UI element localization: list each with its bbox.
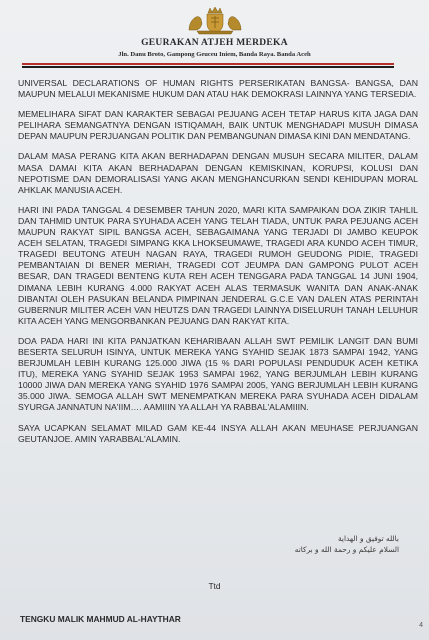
letter-body bbox=[18, 78, 418, 454]
header-rule-red bbox=[22, 63, 394, 65]
letterhead bbox=[0, 0, 429, 84]
signer-name: TENGKU MALIK MAHMUD AL-HAYTHAR bbox=[20, 614, 181, 624]
paragraph: SAYA UCAPKAN SELAMAT MILAD GAM KE-44 INSYA ALLAH AKAN MEUHASE PERJUANGAN GEUTANJOE. AMIN YARABBAL'ALAMIN. bbox=[18, 422, 418, 444]
arabic-closing bbox=[219, 533, 399, 555]
paragraph: UNIVERSAL DECLARATIONS OF HUMAN RIGHTS PERSERIKATAN BANGSA- BANGSA, DAN MAUPUN MELALUI MEKANISME HUKUM DAN ATAU HAK DEMOKRASI LAINNYA YANG TERSEDIA. bbox=[18, 78, 418, 100]
paragraph: MEMELIHARA SIFAT DAN KARAKTER SEBAGAI PEJUANG ACEH TETAP HARUS KITA JAGA DAN PELIHARA SEMANGATNYA DENGAN ISTIQAMAH, BAIK UNTUK MENGHADAPI MUSUH DIMASA DEPAN MAUPUN PERJUANGAN POLITIK DAN PEMBANGUNAN DIMASA KINI DAN MENDATANG. bbox=[18, 109, 418, 142]
page-number: 4 bbox=[419, 622, 423, 629]
organization-address: Jln. Danu Broto, Gampong Geuceu Iniem, Banda Raya. Banda Aceh bbox=[118, 51, 311, 58]
paragraph: HARI INI PADA TANGGAL 4 DESEMBER TAHUN 2020, MARI KITA SAMPAIKAN DOA ZIKIR TAHLIL DAN TAHMID UNTUK PARA SYUHADA ACEH YANG TELAH TIADA, UNTUK PARA PEJUANG ACEH MAUPUN RAKYAT SIPIL BANGSA ACEH, SEBAGAIMANA YANG TERJADI DI JAMBO KEUPOK ACEH SELATAN, TRAGEDI SIMPANG KKA LHOKSEUMAWE, TRAGEDI ARA KUNDO ACEH TIMUR, TRAGEDI BEUTONG ATEUH NAGAN RAYA, TRAGEDI RUMOH GEUDONG PIDIE, TRAGEDI PEMBANTAIAN DI BENER MERIAH, TRAGEDI COT JEUMPA DAN GAMPONG PULOT ACEH BESAR, DAN TRAGEDI BENTENG KUTA REH ACEH TENGGARA PADA TANGGAL 14 JUNI 1904, DIMANA LEBIH KURANG 4.000 RAKYAT ACEH ALAS TERMASUK WANITA DAN ANAK-ANAK DIBANTAI OLEH PASUKAN BELANDA PIMPINAN JENDERAL G.C.E VAN DALEN ATAS PERINTAH GUBERNUR MILITER ACEH VAN HEUTZS DAN TRAGEDI LAINNYA DISELURUH TANAH LELUHUR KITA ACEH YANG MENGORBANKAN PEJUANG DAN RAKYAT KITA. bbox=[18, 204, 418, 326]
arabic-line-2: السلام عليكم و رحمة الله و بركاته bbox=[294, 545, 399, 554]
signature-mark: Ttd bbox=[208, 581, 221, 591]
paragraph: DALAM MASA PERANG KITA AKAN BERHADAPAN DENGAN MUSUH SECARA MILITER, DALAM MASA DAMAI KITA AKAN BERHADAPAN DENGAN KEMISKINAN, KORUPSI, KOLUSI DAN NEPOTISME DAN DEMORALISASI YANG AKAN MENGHANCURKAN SENDI KEHIDUPAN MORAL AHKLAK MANUSIA ACEH. bbox=[18, 151, 418, 195]
header-rule-black bbox=[22, 66, 394, 68]
organization-name: GEURAKAN ATJEH MERDEKA bbox=[141, 38, 288, 48]
arabic-line-1: بالله توفيق و الهداية bbox=[337, 534, 399, 543]
crest-emblem bbox=[183, 6, 247, 36]
paragraph: DOA PADA HARI INI KITA PANJATKAN KEHARIBAAN ALLAH SWT PEMILIK LANGIT DAN BUMI BESERTA SELURUH ISINYA, UNTUK MEREKA YANG SYAHID SEJAK 1873 SAMPAI 1942, YANG BERJUMLAH LEBIH KURANG 125.000 JIWA (15 % DARI POPULASI PENDUDUK ACEH KETIKA ITU), MEREKA YANG SYAHID SEJAK 1953 SAMPAI 1962, YANG BERJUMLAH LEBIH KURANG 10000 JIWA DAN MEREKA YANG SYAHID 1976 SAMPAI 2005, YANG BERJUMLAH LEBIH KURANG 35.000 JIWA. SEMOGA ALLAH SWT MENEMPATKAN MEREKA PARA SYUHADA ACEH DIDALAM SYURGA JANNATUN NA'IIM…. AAMIIIN YA ALLAH YA RABBAL'ALAMIIIN. bbox=[18, 335, 418, 413]
